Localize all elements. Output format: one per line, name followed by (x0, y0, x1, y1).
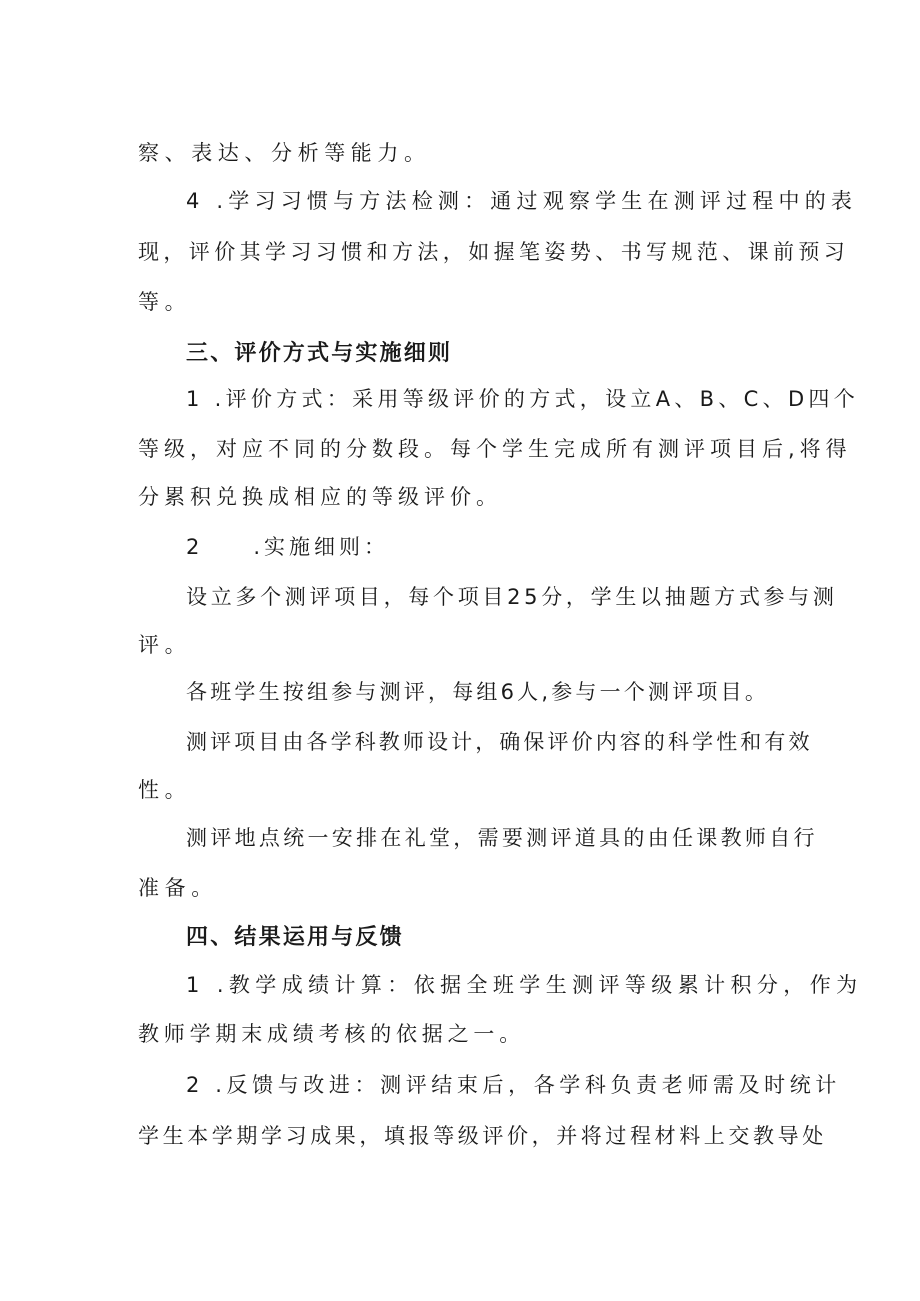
paragraph-line: 等级，对应不同的分数段。每个学生完成所有测评项目后,将得 (138, 437, 852, 461)
paragraph-line: 准备。 (138, 876, 218, 900)
paragraph-line: 等。 (138, 290, 192, 314)
paragraph-line: 性。 (138, 778, 192, 802)
paragraph-line: 测评项目由各学科教师设计，确保评价内容的科学性和有效 (186, 730, 813, 754)
paragraph-line: 2 .实施细则： (186, 535, 390, 559)
paragraph-line: 各班学生按组参与测评，每组6人,参与一个测评项目。 (186, 680, 770, 704)
paragraph-line: 现，评价其学习习惯和方法，如握笔姿势、书写规范、课前预习 (138, 240, 850, 264)
section-heading: 三、评价方式与实施细则 (186, 341, 453, 366)
paragraph-line: 设立多个测评项目，每个项目25分，学生以抽题方式参与测 (186, 585, 838, 609)
paragraph-line: 1 .教学成绩计算：依据全班学生测评等级累计积分，作为 (186, 973, 863, 997)
paragraph-line: 2 .反馈与改进：测评结束后，各学科负责老师需及时统计 (186, 1073, 841, 1097)
paragraph-line: 1 .评价方式：采用等级评价的方式，设立A、B、C、D四个 (186, 387, 860, 411)
paragraph-line: 4 .学习习惯与方法检测：通过观察学生在测评过程中的表 (186, 189, 858, 213)
paragraph-line: 评。 (138, 633, 192, 657)
paragraph-line: 测评地点统一安排在礼堂，需要测评道具的由任课教师自行 (186, 826, 818, 850)
paragraph-line: 教师学期末成绩考核的依据之一。 (138, 1022, 525, 1046)
paragraph-line: 学生本学期学习成果，填报等级评价，并将过程材料上交教导处 (138, 1124, 827, 1148)
paragraph-line: 察、表达、分析等能力。 (138, 141, 431, 165)
section-heading: 四、结果运用与反馈 (186, 925, 404, 950)
paragraph-line: 分累积兑换成相应的等级评价。 (138, 485, 502, 509)
